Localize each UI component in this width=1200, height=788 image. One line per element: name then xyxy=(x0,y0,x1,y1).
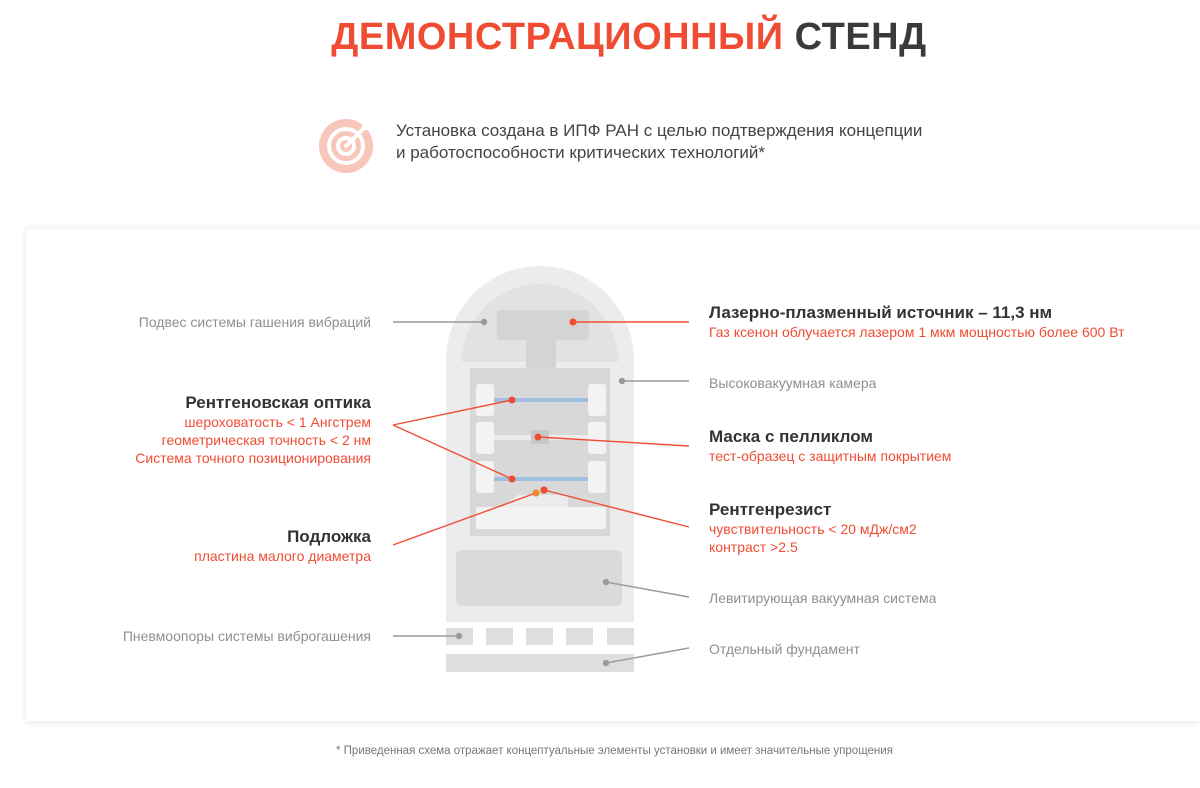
substrate-point xyxy=(532,489,539,496)
intro-line-1: Установка создана в ИПФ РАН с целью подтверждения концепции xyxy=(396,121,923,140)
xray-optics-line3: Система точного позиционирования xyxy=(135,450,371,466)
substrate-line1: пластина малого диаметра xyxy=(194,548,371,564)
mask-title: Маска с пелликлом xyxy=(709,427,873,446)
post xyxy=(476,461,494,493)
resist-title: Рентгенрезист xyxy=(709,500,832,519)
xray-optics-line1: шероховатость < 1 Ангстрем xyxy=(184,414,371,430)
label-vacuum-chamber: Высоковакуумная камера xyxy=(709,375,877,391)
label-mask xyxy=(709,426,951,465)
xray-optics-line2: геометрическая точность < 2 нм xyxy=(161,432,371,448)
label-pneumatic-supports: Пневмоопоры системы виброгашения xyxy=(122,628,371,644)
source-title: Лазерно-плазменный источник – 11,3 нм xyxy=(709,303,1053,322)
source-block xyxy=(497,310,589,340)
post xyxy=(588,461,606,493)
post xyxy=(476,422,494,454)
substrate-title: Подложка xyxy=(287,527,371,546)
title-accent: ДЕМОНСТРАЦИОННЫЙ xyxy=(331,16,784,58)
levitating-vacuum-block xyxy=(456,550,622,606)
label-resist xyxy=(709,499,917,556)
label-foundation: Отдельный фундамент xyxy=(709,641,860,657)
source-line1: Газ ксенон облучается лазером 1 мкм мощностью более 600 Вт xyxy=(709,324,1125,340)
label-substrate xyxy=(194,526,371,565)
resist-line2: контраст >2.5 xyxy=(709,539,798,555)
post xyxy=(588,384,606,416)
post xyxy=(588,422,606,454)
resist-point xyxy=(540,486,547,493)
intro-line-2: и работоспособности критических технологий* xyxy=(396,143,766,162)
pneumatic-support xyxy=(566,628,593,645)
label-vibration-suspension: Подвес системы гашения вибраций xyxy=(138,314,371,330)
pneumatic-support xyxy=(486,628,513,645)
xray-optics-title: Рентгеновская оптика xyxy=(185,393,371,412)
title-rest: СТЕНД xyxy=(794,16,927,58)
resist-line1: чувствительность < 20 мДж/см2 xyxy=(709,521,917,537)
pneumatic-support xyxy=(607,628,634,645)
footnote: * Приведенная схема отражает концептуальные элементы установки и имеет значительные упрощения xyxy=(336,745,893,757)
mask-line1: тест-образец с защитным покрытием xyxy=(709,448,952,464)
label-source xyxy=(709,302,1125,341)
pneumatic-support xyxy=(526,628,553,645)
label-xray-optics xyxy=(135,392,371,467)
post xyxy=(476,384,494,416)
source-nozzle xyxy=(526,338,556,368)
stage-base xyxy=(476,507,606,529)
label-levitating-vacuum: Левитирующая вакуумная система xyxy=(709,590,937,606)
